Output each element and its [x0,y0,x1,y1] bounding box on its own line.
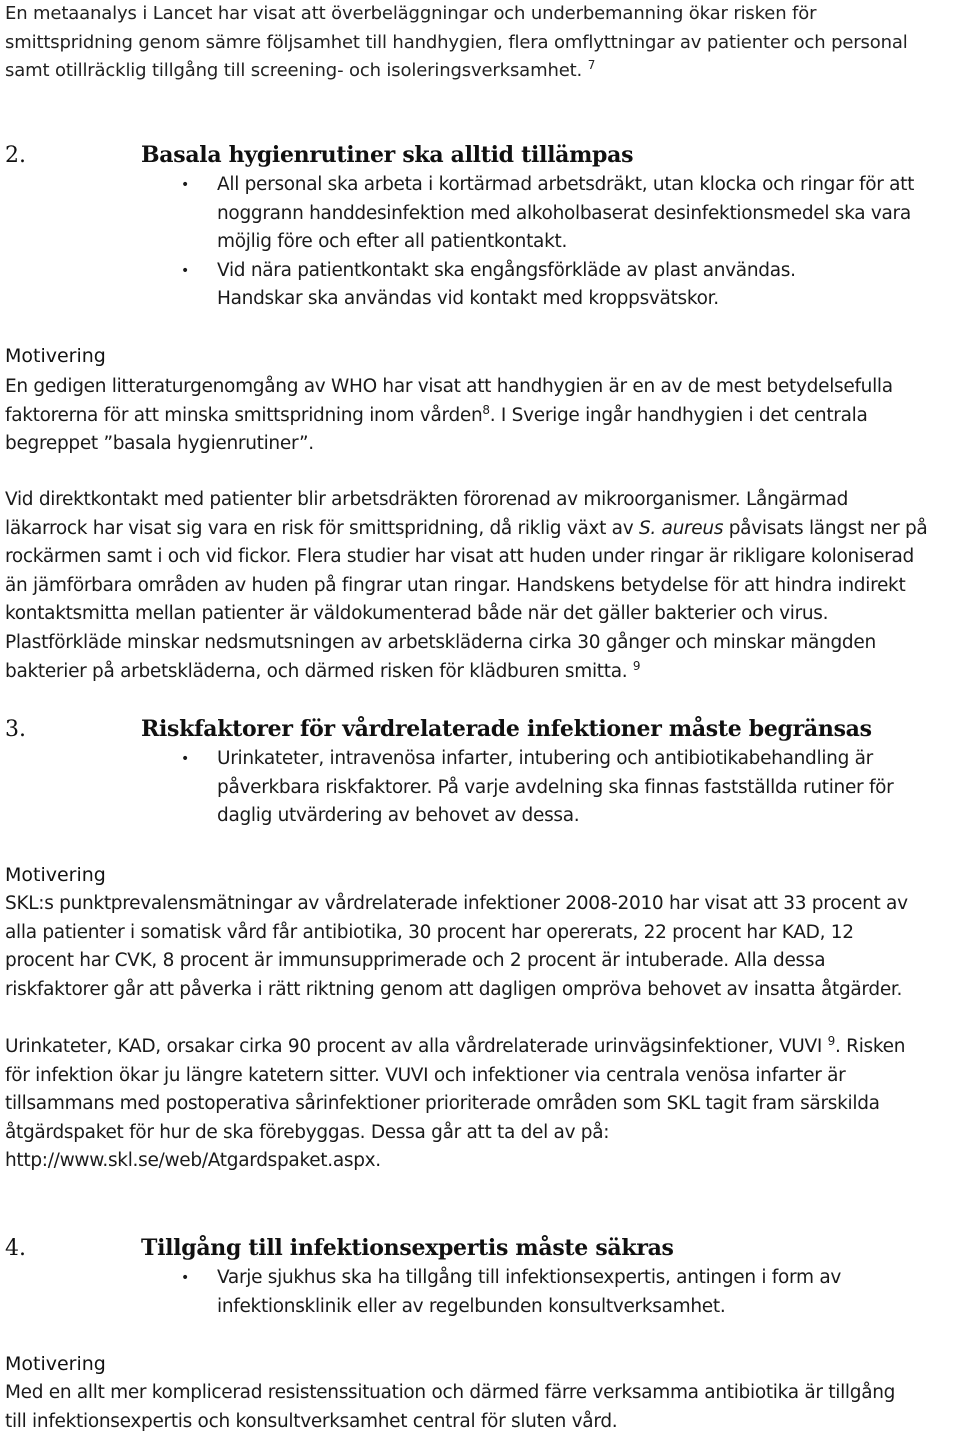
bullet-item [5,1264,955,1321]
section-4-heading [5,1233,955,1264]
motivering-heading: Motivering [5,864,106,886]
paragraph-text: läkarrock har visat sig vara en risk för smittspridning, då riklig växt av [5,517,639,539]
section-3-heading [5,714,955,745]
bullet-item [5,257,955,314]
paragraph-line: En gedigen litteraturgenomgång av WHO har visat att handhygien är en av de mest betydelsefulla [5,376,893,397]
paragraph-text: . Risken [835,1036,906,1057]
motivering-heading: Motivering [5,1353,106,1375]
paragraph-line: åtgärdspaket för hur de ska förebyggas. Dessa går att ta del av på: [5,1121,610,1143]
bullet-icon: • [181,262,189,279]
footnote-ref: 7 [587,58,596,73]
section-2-paragraph-1 [5,373,955,459]
bullet-line: noggrann handdesinfektion med alkoholbaserat desinfektionsmedel ska vara [217,202,911,224]
intro-line: smittspridning genom sämre följsamhet till handhygien, flera omflyttningar av patienter och personal [5,31,908,53]
paragraph-line: Vid direktkontakt med patienter blir arbetsdräkten förorenad av mikroorganismer. Långärmad [5,489,849,510]
section-2-paragraph-2 [5,486,955,686]
paragraph-line: för infektion ökar ju längre katetern sitter. VUVI och infektioner via centrala venösa infarter är [5,1064,846,1086]
bullet-line: Urinkateter, intravenösa infarter, intubering och antibiotikabehandling är [217,748,873,769]
section-number: 3. [5,717,26,742]
paragraph-line: kontaktsmitta mellan patienter är väldokumenterad både när det gäller bakterier och virus. [5,603,829,625]
section-3-bullet-list [5,745,955,831]
bullet-icon: • [181,1270,189,1286]
paragraph-line [5,402,955,431]
paragraph-line: rockärmen samt i och vid fickor. Flera studier har visat att huden under ringar är rikligare koloniserad [5,546,914,568]
paragraph-line [5,515,955,544]
section-4-bullet-list [5,1264,955,1321]
section-2-heading [5,140,955,171]
intro-line: En metaanalys i Lancet har visat att överbeläggningar och underbemanning ökar risken för [5,3,817,24]
paragraph-line: http://www.skl.se/web/Atgardspaket.aspx. [5,1150,381,1172]
section-3-paragraph-2 [5,1033,955,1176]
intro-paragraph [5,0,955,86]
paragraph-line: begreppet ”basala hygienrutiner”. [5,433,314,455]
section-title: Riskfaktorer för vårdrelaterade infektioner måste begränsas [141,716,872,742]
species-name: S. aureus [638,517,724,539]
bullet-icon: • [181,177,189,193]
paragraph-text: faktorerna för att minska smittspridning inom vården [5,404,483,426]
paragraph-text: . I Sverige ingår handhygien i det centrala [489,404,868,426]
paragraph-line: riskfaktorer går att påverka i rätt riktning genom att dagligen ompröva behovet av insatta åtgärder. [5,978,903,1000]
section-number: 2. [5,143,26,168]
paragraph-line: Med en allt mer komplicerad resistenssituation och därmed färre verksamma antibiotika är tillgång [5,1382,896,1403]
section-3-paragraph-1 [5,890,955,1004]
bullet-line: daglig utvärdering av behovet av dessa. [217,805,580,827]
section-number: 4. [5,1236,26,1261]
paragraph-text: Urinkateter, KAD, orsakar cirka 90 procent av alla vårdrelaterade urinvägsinfektioner, VUVI [5,1036,823,1057]
paragraph-line: tillsammans med postoperativa sårinfektioner prioriterade områden som SKL tagit fram särskilda [5,1093,880,1115]
paragraph-line: till infektionsexpertis och konsultverksamhet central för sluten vård. [5,1410,618,1432]
footnote-ref: 9 [632,658,641,673]
footnote-ref: 9 [827,1033,835,1048]
paragraph-text: påvisats längst ner på [723,517,928,539]
paragraph-line: än jämförbara områden av huden på fingrar utan ringar. Handskens betydelse för att hindra indirekt [5,574,906,596]
paragraph-text: bakterier på arbetskläderna, och därmed risken för klädburen smitta. [5,660,628,682]
paragraph-line: alla patienter i somatisk vård får antibiotika, 30 procent har opererats, 22 procent har KAD, 12 [5,921,854,943]
motivering-heading: Motivering [5,345,106,367]
bullet-line: påverkbara riskfaktorer. På varje avdelning ska finnas fastställda rutiner för [217,776,894,798]
bullet-icon: • [181,751,189,767]
bullet-line: Varje sjukhus ska ha tillgång till infektionsexpertis, antingen i form av [217,1267,842,1288]
bullet-line: möjlig före och efter all patientkontakt. [217,231,568,253]
bullet-line: All personal ska arbeta i kortärmad arbetsdräkt, utan klocka och ringar för att [217,174,915,195]
section-4-paragraph-1 [5,1379,955,1436]
paragraph-line: procent har CVK, 8 procent är immunsupprimerade och 2 procent är intuberade. Alla dessa [5,950,826,972]
paragraph-line: Plastförkläde minskar nedsmutsningen av arbetskläderna cirka 30 gånger och minskar mängden [5,631,876,653]
intro-line [5,57,955,86]
footnote-ref: 8 [482,402,490,417]
bullet-line: Handskar ska användas vid kontakt med kroppsvätskor. [217,288,719,310]
bullet-item [5,171,955,257]
bullet-line: Vid nära patientkontakt ska engångsförkläde av plast användas. [217,259,796,281]
section-title: Basala hygienrutiner ska alltid tillämpas [141,142,634,168]
paragraph-line [5,1033,955,1062]
paragraph-line: SKL:s punktprevalensmätningar av vårdrelaterade infektioner 2008-2010 har visat att 33 procent av [5,893,908,914]
paragraph-line [5,658,955,687]
bullet-item [5,745,955,831]
intro-line-text: samt otillräcklig tillgång till screening- och isoleringsverksamhet. [5,60,583,82]
section-title: Tillgång till infektionsexpertis måste säkras [141,1235,674,1261]
section-2-bullet-list [5,171,955,314]
bullet-line: infektionsklinik eller av regelbunden konsultverksamhet. [217,1295,726,1317]
